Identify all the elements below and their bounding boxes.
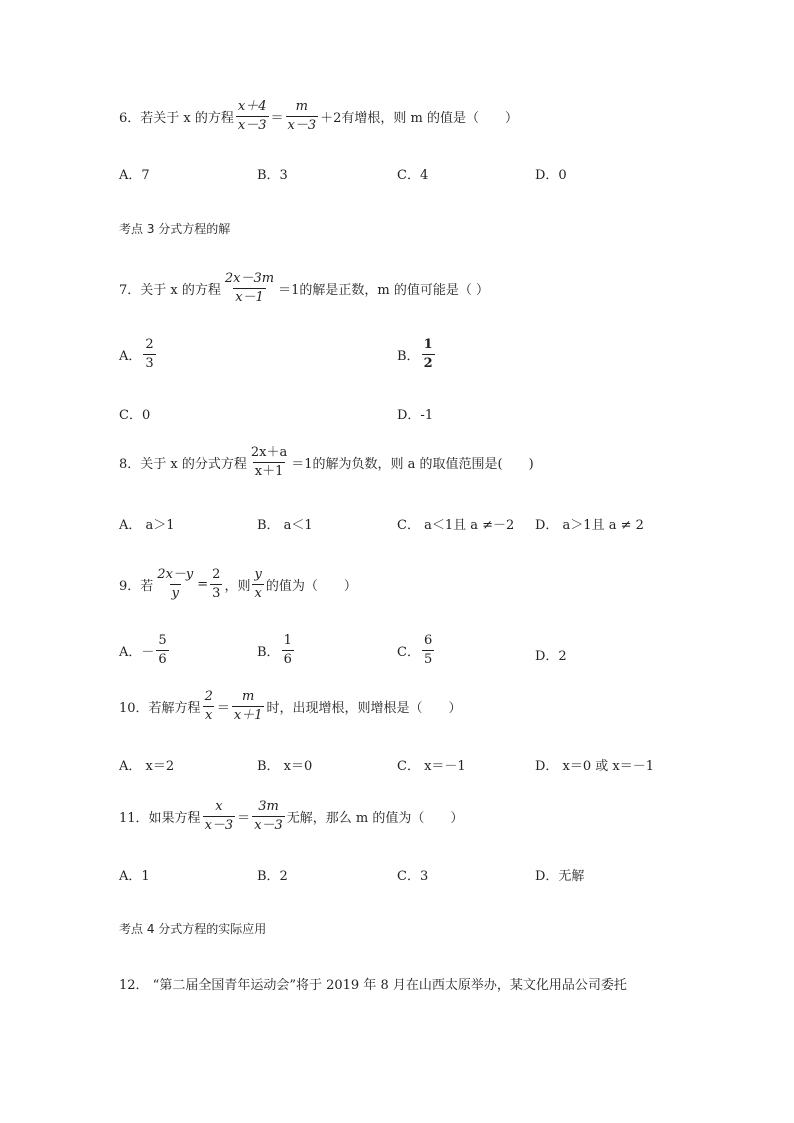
denominator: 2 xyxy=(423,356,433,372)
question-text: 如果方程 xyxy=(148,811,201,827)
option-label: C． xyxy=(397,645,420,661)
question-11 xyxy=(119,800,463,834)
equals-sign: ＝ xyxy=(270,111,284,127)
question-9 xyxy=(119,568,357,602)
numerator: 1 xyxy=(283,633,292,648)
option-d: D．无解 xyxy=(535,869,585,884)
option-d: D． a＞1且 a ≠ 2 xyxy=(535,518,644,533)
fraction xyxy=(252,800,285,834)
question-number: 9． xyxy=(119,579,141,595)
question-7 xyxy=(119,272,489,306)
fraction xyxy=(422,634,434,668)
equals-sign: = xyxy=(197,577,209,593)
minus-sign: － xyxy=(141,645,155,661)
fraction xyxy=(155,568,195,602)
question-number: 8． xyxy=(119,457,141,473)
question-text: 的值为（ ） xyxy=(265,579,357,595)
option-a xyxy=(119,338,158,372)
question-text: ＋2有增根，则 m 的值是（ ） xyxy=(320,111,518,127)
option-d: D．0 xyxy=(535,168,567,183)
option-c: C．3 xyxy=(397,869,429,884)
denominator: 6 xyxy=(283,652,292,668)
option-b xyxy=(397,338,437,372)
option-label: A． xyxy=(119,645,142,661)
denominator: 3 xyxy=(212,586,221,602)
fraction xyxy=(210,568,222,602)
fraction xyxy=(203,690,215,724)
question-text: 无解，那么 m 的值为（ ） xyxy=(286,811,464,827)
option-b: B． a＜1 xyxy=(257,518,313,533)
numerator: x＋4 xyxy=(237,99,267,114)
denominator: x－3 xyxy=(254,818,283,834)
numerator: x xyxy=(215,799,223,814)
option-a: A． x＝2 xyxy=(119,759,175,774)
option-label: B． xyxy=(397,349,420,365)
question-text: ，则 xyxy=(224,579,251,595)
numerator: 2 xyxy=(204,689,213,704)
fraction xyxy=(232,690,265,724)
denominator: y xyxy=(171,586,179,602)
numerator: 1 xyxy=(423,337,433,352)
fraction xyxy=(252,568,263,602)
option-label: B． xyxy=(257,645,280,661)
question-text: 关于 x 的方程 xyxy=(140,283,221,299)
option-c: C．4 xyxy=(397,168,429,183)
question-10 xyxy=(119,690,461,724)
option-b: B．2 xyxy=(257,869,288,884)
question-number: 11． xyxy=(119,811,149,827)
option-b: B． x＝0 xyxy=(257,759,313,774)
option-c xyxy=(397,634,436,668)
denominator: x＋1 xyxy=(254,464,284,480)
fraction xyxy=(286,100,319,134)
denominator: x xyxy=(205,708,213,724)
question-text: ＝1的解是正数，m 的值可能是（ ） xyxy=(278,283,489,299)
fraction xyxy=(422,338,435,372)
denominator: x xyxy=(254,586,262,602)
numerator: m xyxy=(242,689,255,704)
option-b: B．3 xyxy=(257,168,288,183)
question-text: 若关于 x 的方程 xyxy=(140,111,234,127)
numerator: 2 xyxy=(212,567,221,582)
numerator: 2 xyxy=(145,337,154,352)
fraction xyxy=(143,338,155,372)
option-c: C． a＜1且 a ≠－2 xyxy=(397,518,515,533)
question-6 xyxy=(119,100,518,134)
question-number: 6． xyxy=(119,111,141,127)
fraction xyxy=(236,100,269,134)
numerator: 3m xyxy=(258,799,279,814)
option-a: A．7 xyxy=(119,168,150,183)
question-12: 12． “第二届全国青年运动会”将于 2019 年 8 月在山西太原举办，某文化用品公司委托 xyxy=(119,978,627,993)
question-text: 时，出现增根，则增根是（ ） xyxy=(266,701,462,717)
question-text: 若解方程 xyxy=(148,701,201,717)
numerator: 6 xyxy=(423,633,433,648)
question-8 xyxy=(119,446,534,480)
option-c: C．0 xyxy=(119,408,151,423)
option-d: D．-1 xyxy=(397,408,434,423)
question-text: ＝1的解为负数，则 a 的取值范围是( ) xyxy=(291,457,534,473)
denominator: x－3 xyxy=(287,118,317,134)
denominator: 6 xyxy=(158,652,167,668)
denominator: x－1 xyxy=(235,290,264,306)
equals-sign: ＝ xyxy=(216,701,230,717)
equals-sign: ＝ xyxy=(237,811,251,827)
option-a: A．1 xyxy=(119,869,150,884)
fraction xyxy=(203,800,236,834)
denominator: x＋1 xyxy=(233,708,263,724)
numerator: 2x＋a xyxy=(250,445,288,460)
numerator: 2x－y xyxy=(157,567,194,582)
denominator: x－3 xyxy=(204,818,234,834)
fraction xyxy=(282,634,294,668)
numerator: y xyxy=(254,567,262,582)
denominator: 3 xyxy=(145,356,154,372)
section-heading: 考点 4 分式方程的实际应用 xyxy=(119,922,267,936)
fraction xyxy=(249,446,289,480)
option-d: D．2 xyxy=(535,649,567,664)
denominator: 5 xyxy=(423,652,433,668)
denominator: x－3 xyxy=(237,118,267,134)
option-label: A． xyxy=(119,349,142,365)
option-a xyxy=(119,634,171,668)
question-number: 7． xyxy=(119,283,141,299)
question-text: 关于 x 的分式方程 xyxy=(140,457,247,473)
numerator: 2x－3m xyxy=(224,271,275,286)
numerator: 5 xyxy=(158,633,167,648)
option-a: A． a＞1 xyxy=(119,518,175,533)
fraction xyxy=(223,272,276,306)
question-number: 10． xyxy=(119,701,149,717)
section-heading: 考点 3 分式方程的解 xyxy=(119,222,231,236)
option-d: D． x＝0 或 x＝－1 xyxy=(535,759,655,774)
option-b xyxy=(257,634,296,668)
option-c: C． x＝－1 xyxy=(397,759,466,774)
question-text: 若 xyxy=(140,579,154,595)
fraction xyxy=(156,634,168,668)
numerator: m xyxy=(295,99,308,114)
